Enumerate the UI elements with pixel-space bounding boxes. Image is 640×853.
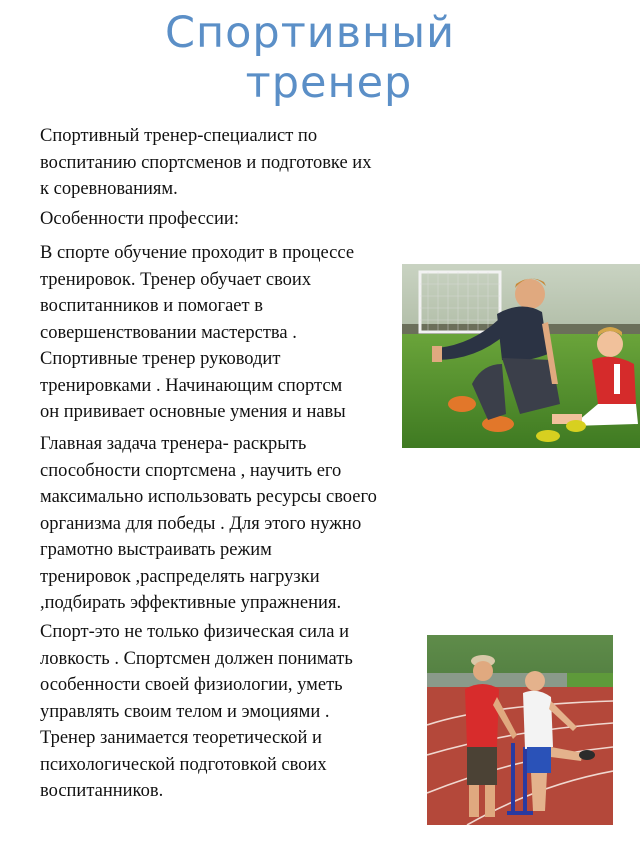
paragraph-training: В спорте обучение проходит в процессе тренировок. Тренер обучает своих воспитанников и помогает в совершенствовании мастерства . Спортивные тренер руководит тренировками . Начинающим спортсм он прививает основные умения и навы <box>40 243 355 422</box>
title-line-1: Спортивный <box>164 8 456 58</box>
title-line-2: тренер <box>245 58 413 108</box>
page-title <box>0 8 620 108</box>
paragraph-sport-psychology: Спорт-это не только физическая сила и ловкость . Спортсмен должен понимать особенности своей физиологии, уметь управлять своим телом и эмоциями . Тренер занимается теоретической и психологической подготовкой своих воспитанников. <box>40 622 353 801</box>
coach-tying-child-shoe-photo <box>402 264 640 448</box>
paragraph-main-task: Главная задача тренера- раскрыть способности спортсмена , научить его максимально использовать ресурсы своего организма для победы . Для этого нужно грамотно выстраивать режим тренировок ,распределять нагрузки ,подбирать эффективные упражнения. <box>40 434 377 613</box>
coach-athlete-hurdle-track-photo <box>427 635 613 825</box>
paragraph-features-heading: Особенности профессии: <box>40 209 239 229</box>
paragraph-definition: Спортивный тренер-специалист по воспитанию спортсменов и подготовке их к соревнованиям. <box>40 126 372 199</box>
